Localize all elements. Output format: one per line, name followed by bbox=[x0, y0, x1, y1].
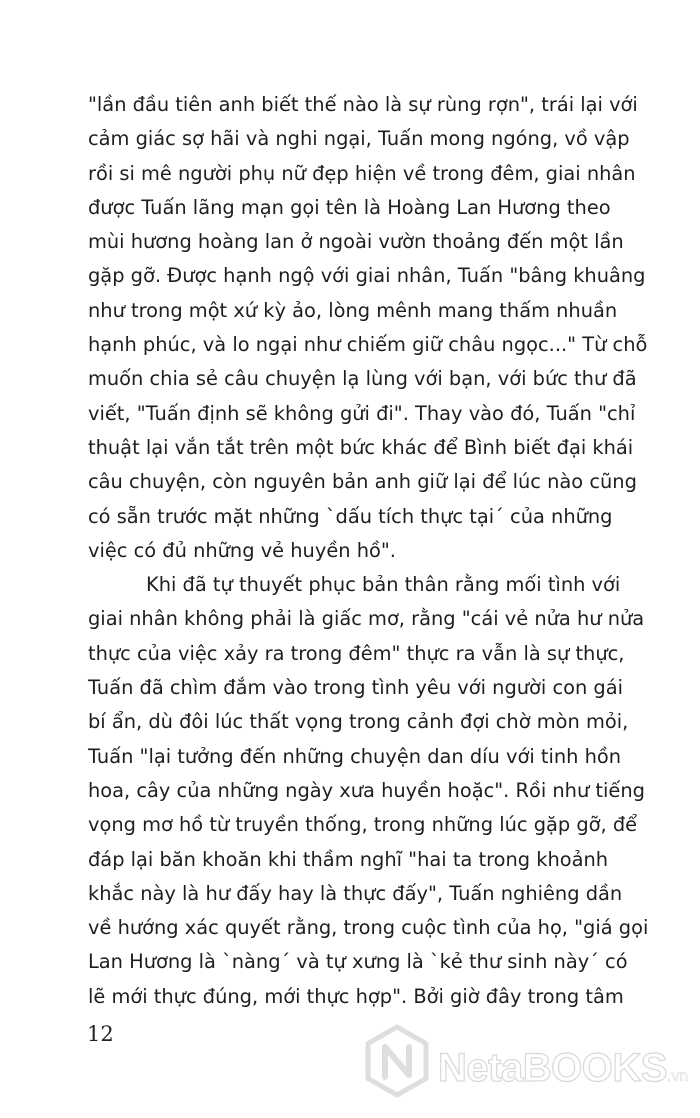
text-line: đáp lại băn khoăn khi thầm nghĩ "hai ta trong khoảnh bbox=[88, 847, 609, 871]
text-line: về hướng xác quyết rằng, trong cuộc tình của họ, "giá gọi bbox=[88, 916, 649, 940]
text-line: việc có đủ những vẻ huyền hồ". bbox=[88, 538, 396, 562]
text-line: viết, "Tuấn định sẽ không gửi đi". Thay vào đó, Tuấn "chỉ bbox=[88, 401, 636, 425]
text-line: lẽ mới thực đúng, mới thực hợp". Bởi giờ đây trong tâm bbox=[88, 984, 624, 1008]
text-line: gặp gỡ. Được hạnh ngộ với giai nhân, Tuấn "bâng khuâng bbox=[88, 264, 646, 288]
watermark-text bbox=[438, 1046, 688, 1091]
text-line: thực của việc xảy ra trong đêm" thực ra vẫn là sự thực, bbox=[88, 641, 625, 665]
watermark-suffix: .vn bbox=[666, 1068, 689, 1085]
netabooks-logo-icon bbox=[364, 1024, 430, 1098]
text-line: bí ẩn, dù đôi lúc thất vọng trong cảnh đợi chờ mòn mỏi, bbox=[88, 710, 629, 734]
text-line: hoa, cây của những ngày xưa huyền hoặc". Rồi như tiếng bbox=[88, 778, 645, 802]
text-line: Tuấn đã chìm đắm vào trong tình yêu với người con gái bbox=[88, 676, 624, 700]
text-line: Tuấn "lại tưởng đến những chuyện dan díu với tinh hồn bbox=[88, 744, 622, 768]
text-line: thuật lại vắn tắt trên một bức khác để Bình biết đại khái bbox=[88, 435, 634, 459]
text-line: có sẵn trước mặt những `dấu tích thực tại´ của những bbox=[88, 504, 613, 528]
text-line: rồi si mê người phụ nữ đẹp hiện về trong đêm, giai nhân bbox=[88, 161, 636, 185]
publisher-watermark bbox=[364, 1020, 700, 1118]
text-line: giai nhân không phải là giấc mơ, rằng "cái vẻ nửa hư nửa bbox=[88, 607, 645, 631]
text-line: vọng mơ hồ từ truyền thống, trong những lúc gặp gỡ, để bbox=[88, 813, 638, 837]
text-line: muốn chia sẻ câu chuyện lạ lùng với bạn, với bức thư đã bbox=[88, 367, 637, 391]
text-line: câu chuyện, còn nguyên bản anh giữ lại để lúc nào cũng bbox=[88, 470, 637, 494]
paragraph-start-line: Khi đã tự thuyết phục bản thân rằng mối tình với bbox=[146, 573, 621, 597]
body-text bbox=[88, 88, 649, 1014]
text-line: Lan Hương là `nàng´ và tự xưng là `kẻ thư sinh này´ có bbox=[88, 950, 628, 974]
page-number: 12 bbox=[87, 1022, 114, 1046]
text-line: như trong một xứ kỳ ảo, lòng mênh mang thấm nhuần bbox=[88, 298, 618, 322]
text-line: hạnh phúc, và lo ngại như chiếm giữ châu ngọc..." Từ chỗ bbox=[88, 333, 648, 357]
text-line: mùi hương hoàng lan ở ngoài vườn thoảng đến một lần bbox=[88, 230, 624, 254]
text-line: được Tuấn lãng mạn gọi tên là Hoàng Lan Hương theo bbox=[88, 195, 611, 219]
text-line: "lần đầu tiên anh biết thế nào là sự rùng rợn", trái lại với bbox=[88, 93, 638, 116]
text-line: khắc này là hư đấy hay là thực đấy", Tuấn nghiêng dần bbox=[88, 881, 623, 905]
text-line: cảm giác sợ hãi và nghi ngại, Tuấn mong ngóng, vồ vập bbox=[88, 127, 630, 151]
watermark-brand: NetaBOOKS bbox=[438, 1046, 667, 1090]
